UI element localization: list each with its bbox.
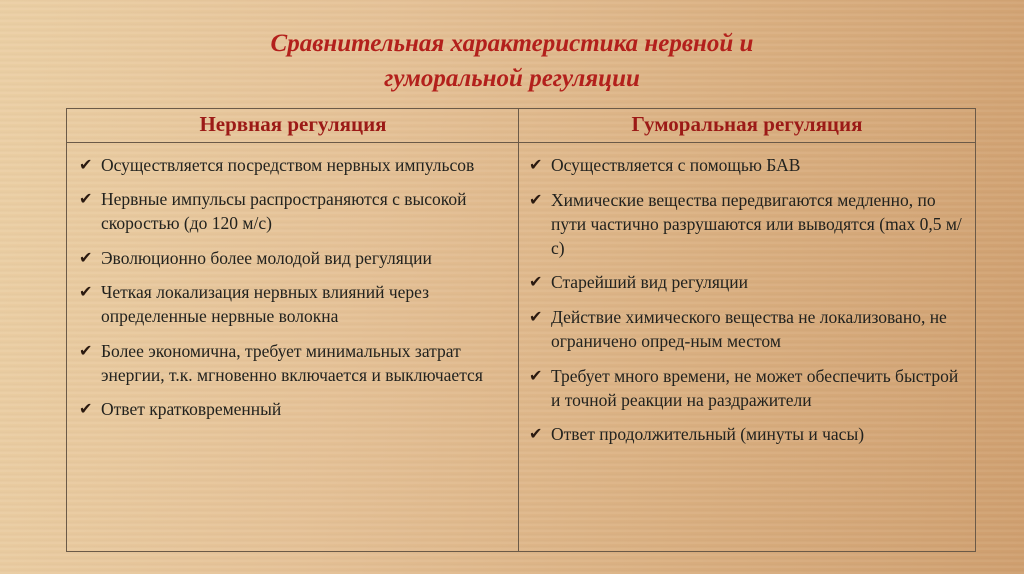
table-header-row	[67, 109, 975, 143]
title-line-2: гуморальной регуляции	[384, 65, 640, 92]
list-item	[529, 305, 969, 353]
list-item	[79, 397, 511, 421]
list-item-text: Старейший вид регуляции	[551, 272, 748, 293]
checkmark-icon: ✔	[79, 247, 93, 267]
list-item-text: Химические вещества передвигаются медленно, по пути частично разрушаются или выводятся (max 0,5 м/с)	[551, 189, 962, 258]
list-item-text: Четкая локализация нервных влияний через определенные нервные волокна	[101, 282, 430, 327]
checkmark-icon: ✔	[529, 189, 543, 209]
list-item	[529, 153, 969, 177]
list-item	[79, 153, 511, 177]
page-title	[0, 26, 1024, 96]
header-humoral: Гуморальная регуляция	[631, 112, 863, 136]
list-item-text: Ответ продолжительный (минуты и часы)	[551, 424, 865, 445]
list-item	[529, 364, 969, 412]
list-item-text: Действие химического вещества не локализовано, не ограничено опред-ным местом	[551, 307, 947, 352]
list-item	[529, 422, 969, 446]
checkmark-icon: ✔	[79, 398, 93, 418]
list-item-text: Ответ кратковременный	[101, 398, 282, 419]
checkmark-icon: ✔	[79, 340, 93, 360]
checkmark-icon: ✔	[529, 307, 543, 327]
checkmark-icon: ✔	[529, 424, 543, 444]
list-item-text: Осуществляется с помощью БАВ	[551, 155, 801, 175]
checkmark-icon: ✔	[529, 155, 543, 174]
list-item	[79, 339, 511, 387]
checkmark-icon: ✔	[79, 155, 93, 174]
list-item	[79, 246, 511, 270]
checkmark-icon: ✔	[529, 272, 543, 292]
list-item-text: Эволюционно более молодой вид регуляции	[101, 247, 432, 268]
column-divider	[518, 109, 519, 551]
column-nervous	[79, 153, 511, 431]
checkmark-icon: ✔	[79, 282, 93, 302]
list-item	[529, 270, 969, 294]
checkmark-icon: ✔	[529, 365, 543, 385]
comparison-table	[66, 108, 976, 552]
list-item	[79, 280, 511, 328]
list-item-text: Нервные импульсы распространяются с высокой скоростью (до 120 м/с)	[101, 189, 467, 234]
list-item	[529, 188, 969, 260]
list-item-text: Более экономична, требует минимальных затрат энергии, т.к. мгновенно включается и выключается	[101, 340, 483, 385]
header-nervous: Нервная регуляция	[199, 112, 387, 136]
column-humoral	[529, 153, 969, 457]
list-item-text: Осуществляется посредством нервных импульсов	[101, 155, 475, 175]
list-item-text: Требует много времени, не может обеспечить быстрой и точной реакции на раздражители	[551, 365, 959, 410]
list-item	[79, 187, 511, 235]
checkmark-icon: ✔	[79, 189, 93, 209]
title-line-1: Сравнительная характеристика нервной и	[270, 30, 754, 57]
